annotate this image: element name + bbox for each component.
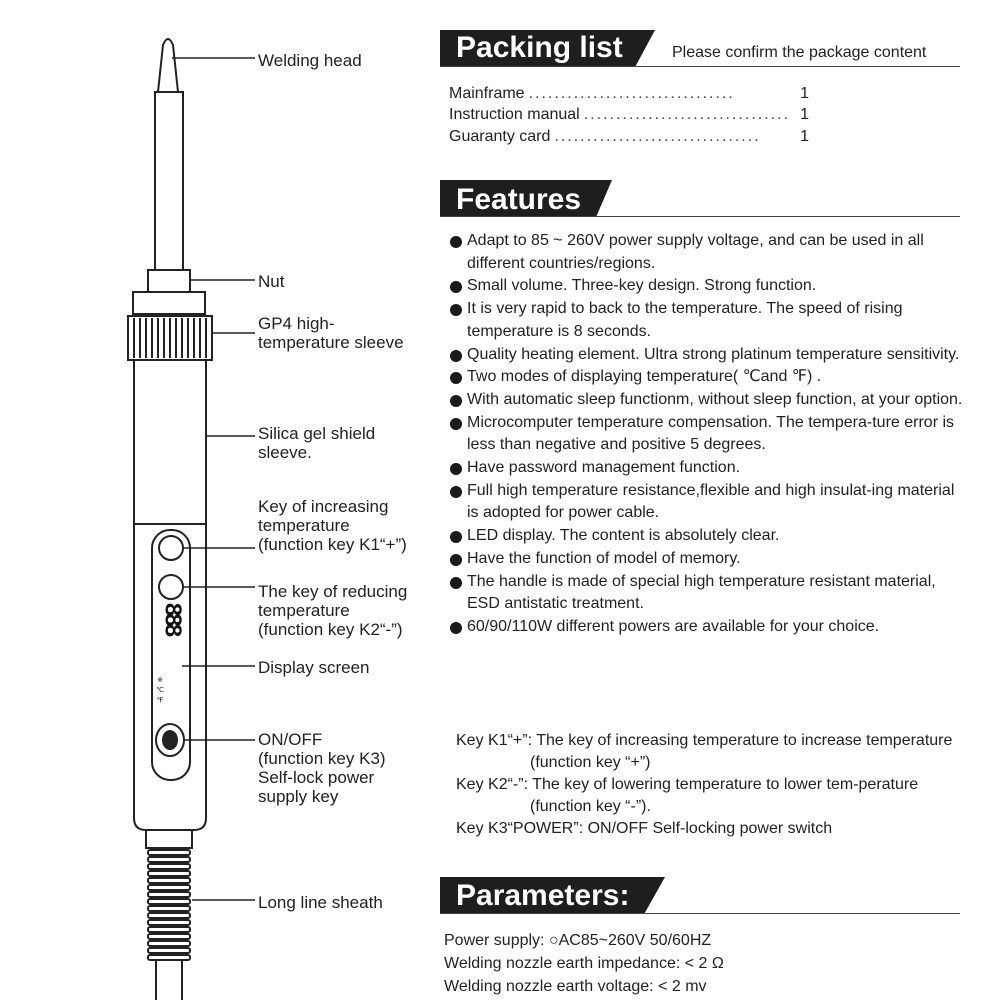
sheath-ring: [148, 878, 190, 883]
list-item: 60/90/110W different powers are available for your choice.: [450, 616, 970, 639]
sheath-ring: [148, 850, 190, 855]
sheath-ring: [148, 885, 190, 890]
features-list: [450, 230, 970, 639]
sheath-ring: [148, 913, 190, 918]
sheath-ring: [148, 864, 190, 869]
key-descriptions: [456, 730, 976, 840]
param-earth-impedance: Welding nozzle earth impedance: < 2 Ω: [444, 955, 724, 972]
sheath-ring: [148, 899, 190, 904]
label-sheath: Long line sheath: [258, 893, 383, 912]
list-item: Two modes of displaying temperature( ℃and ℉) .: [450, 366, 970, 389]
sheath-ring: [148, 948, 190, 953]
list-item: Have password management function.: [450, 457, 970, 480]
key-k3-description: Key K3“POWER”: ON/OFF Self-locking power switch: [456, 820, 833, 837]
list-item: With automatic sleep functionm, without sleep function, at your option.: [450, 389, 970, 412]
sheath-ring: [148, 920, 190, 925]
list-item: It is very rapid to back to the temperature. The speed of rising temperature is 8 seconds.: [450, 298, 970, 343]
sheath-ring: [148, 892, 190, 897]
label-silica-sleeve: Silica gel shield sleeve.: [258, 424, 376, 462]
sheath-ring: [148, 934, 190, 939]
display-digits: 888: [157, 602, 185, 634]
packing-item: Guaranty card ................................ 1: [449, 128, 809, 145]
label-k2: The key of reducing temperature (function key K2“-”): [258, 582, 408, 639]
list-item: Adapt to 85 ~ 260V power supply voltage, and can be used in all different countries/regions.: [450, 230, 970, 275]
sheath-ring: [148, 906, 190, 911]
k2-minus-button: [159, 575, 183, 599]
parameters-rule: [440, 913, 960, 914]
packing-note: Please confirm the package content: [672, 44, 927, 61]
list-item: Full high temperature resistance,flexible and high insulat-ing material is adopted for power cable.: [450, 480, 970, 525]
display-indicators: ※ ℃ ℉: [156, 676, 164, 705]
label-k1: Key of increasing temperature (function key K1“+”): [258, 497, 407, 554]
sleeve-collar: [133, 292, 205, 314]
list-item: Quality heating element. Ultra strong platinum temperature sensitivity.: [450, 344, 970, 367]
parameters-list: [444, 929, 984, 998]
list-item: Have the function of model of memory.: [450, 548, 970, 571]
features-title: Features: [456, 183, 582, 216]
list-item: LED display. The content is absolutely clear.: [450, 525, 970, 548]
sheath-ring: [148, 941, 190, 946]
list-item: The handle is made of special high temperature resistant material, ESD antistatic treatment.: [450, 571, 970, 616]
label-k3: ON/OFF (function key K3) Self-lock power supply key: [258, 730, 386, 806]
packing-item: Instruction manual ................................ 1: [449, 106, 809, 123]
key-k1-description: Key K1“+”: The key of increasing temperature to increase temperature (function key “+”): [456, 732, 953, 771]
list-item: Microcomputer temperature compensation. The tempera-ture error is less than negative and positive 5 degrees.: [450, 412, 970, 457]
label-nut: Nut: [258, 272, 285, 291]
sheath-collar: [146, 830, 192, 848]
features-rule: [440, 216, 960, 217]
list-item: Small volume. Three-key design. Strong function.: [450, 275, 970, 298]
key-k2-description: Key K2“-”: The key of lowering temperature to lower tem-perature (function key “-”).: [456, 776, 919, 815]
param-power-supply: Power supply: ○AC85~260V 50/60HZ: [444, 932, 712, 949]
packing-item: Mainframe ................................ 1: [449, 85, 809, 102]
sheath-ring: [148, 927, 190, 932]
parameters-title: Parameters:: [456, 879, 630, 912]
nut: [148, 270, 190, 292]
label-display: Display screen: [258, 658, 370, 677]
welding-head-tip: [158, 39, 178, 92]
packing-title: Packing list: [456, 31, 623, 64]
label-welding-head: Welding head: [258, 51, 362, 70]
label-gp4-sleeve: GP4 high- temperature sleeve: [258, 314, 404, 352]
k1-plus-button: [159, 536, 183, 560]
welding-head-shaft: [155, 92, 183, 270]
sheath-ring: [148, 955, 190, 960]
sheath-ring: [148, 871, 190, 876]
sheath-ring: [148, 857, 190, 862]
packing-rule: [440, 66, 960, 67]
param-earth-voltage: Welding nozzle earth voltage: < 2 mv: [444, 978, 707, 995]
